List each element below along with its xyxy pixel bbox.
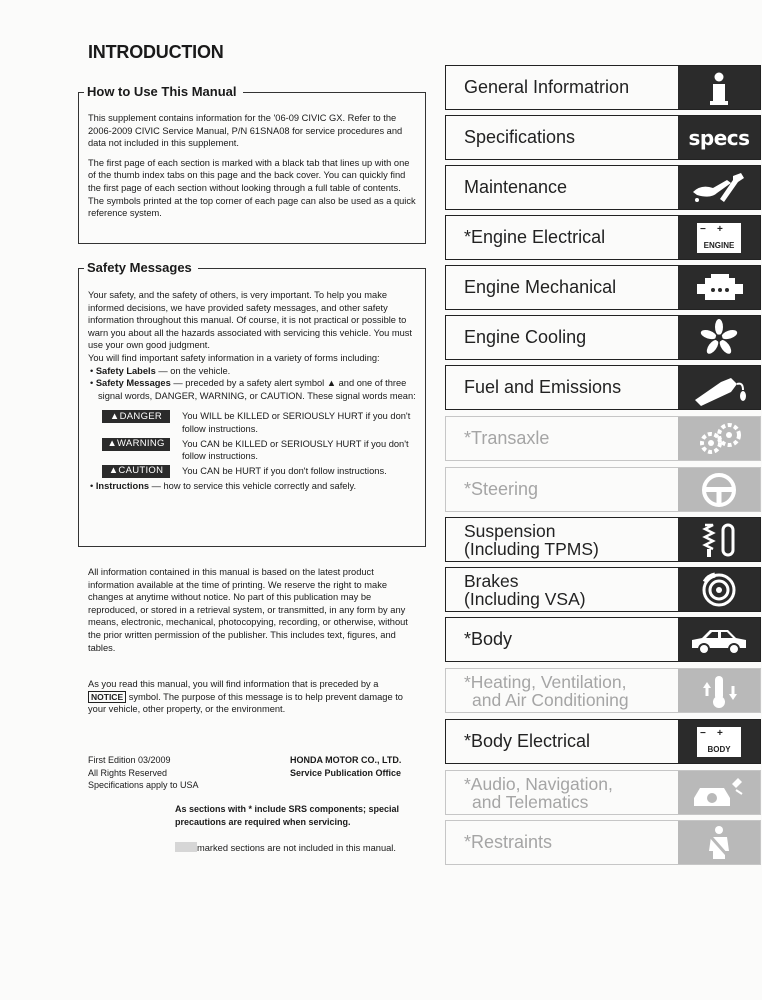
specs-icon xyxy=(678,116,760,159)
steering-wheel-icon xyxy=(678,468,760,511)
thermometer-icon xyxy=(678,669,760,712)
audio-nav-icon xyxy=(678,771,760,814)
battery-body-box: − + BODY xyxy=(697,727,741,757)
bullet-safety-messages-bold: Safety Messages xyxy=(95,378,171,389)
tab-label: *Restraints xyxy=(464,832,553,852)
fan-icon xyxy=(678,316,760,359)
safety-messages-heading: Safety Messages xyxy=(84,260,198,275)
gears-icon xyxy=(678,417,760,460)
bullet-safety-messages: • Safety Messages — preceded by a safety alert symbol ▲ and one of three signal words, DANGER, WARNING, or CAUTION. These signal words mean: xyxy=(90,378,416,401)
engine-block-icon xyxy=(678,266,760,309)
tab-label: *Body Electrical xyxy=(464,731,591,751)
signal-caution xyxy=(102,465,416,478)
tab-label: *Body xyxy=(464,629,513,649)
notice-text-post: symbol. The purpose of this message is to help prevent damage to your vehicle, other property, or the environment. xyxy=(88,691,403,715)
battery-engine-box: − + ENGINE xyxy=(697,223,741,253)
tab-label: Maintenance xyxy=(464,177,568,197)
company-name: HONDA MOTOR CO., LTD. xyxy=(290,755,402,765)
bullet-safety-labels-text: — on the vehicle. xyxy=(155,365,231,376)
tab-specifications[interactable] xyxy=(445,115,761,160)
tab-maintenance[interactable] xyxy=(445,165,761,210)
page-title: INTRODUCTION xyxy=(88,42,224,62)
grey-swatch xyxy=(175,842,197,852)
tab-label xyxy=(464,669,629,712)
brake-disc-icon xyxy=(678,568,760,611)
tab-audio-navigation[interactable] xyxy=(445,770,761,815)
rights-line: All Rights Reserved xyxy=(88,767,168,778)
seatbelt-icon xyxy=(678,821,760,864)
tab-label-line1: *Audio, Navigation, xyxy=(464,773,613,794)
tab-engine-cooling[interactable] xyxy=(445,315,761,360)
tab-fuel-emissions[interactable] xyxy=(445,365,761,410)
signal-warning xyxy=(102,438,416,463)
info-icon xyxy=(678,66,760,109)
edition-info xyxy=(88,754,248,792)
tab-label-line2: (Including TPMS) xyxy=(464,538,599,559)
how-to-use-heading: How to Use This Manual xyxy=(84,84,243,99)
tab-label-line2: (Including VSA) xyxy=(464,588,586,609)
bullet-safety-messages-text: — preceded by a safety alert symbol ▲ and one of three signal words, DANGER, WARNING, or CAUTION. These signal words mean: xyxy=(98,378,416,401)
tab-body[interactable] xyxy=(445,617,761,662)
tab-steering[interactable] xyxy=(445,467,761,512)
tab-label-line1: *Heating, Ventilation, xyxy=(464,671,627,692)
tab-label: *Steering xyxy=(464,479,539,499)
tab-label: *Engine Electrical xyxy=(464,227,606,247)
how-to-use-paragraph-1: This supplement contains information for the '06-09 CIVIC GX. Refer to the 2006-2009 CIVIC Service Manual, P/N 61SNA08 for service procedures and data not included in this supplement. xyxy=(88,113,403,149)
bullet-instructions-text: — how to service this vehicle correctly and safely. xyxy=(149,480,357,491)
safety-paragraph-2: You will find important safety information in a variety of forms including: xyxy=(88,352,380,363)
tab-restraints[interactable] xyxy=(445,820,761,865)
battery-engine-icon xyxy=(678,216,760,259)
bullet-safety-labels-bold: Safety Labels xyxy=(95,365,156,376)
wrench-oil-icon xyxy=(678,166,760,209)
legal-paragraph: All information contained in this manual is based on the latest product information available at the time of printing. We reserve the right to make changes at anytime without notice. No part of this publication may be reproduced, or stored in a retrieval system, or transmitted, in any form by any means, electronic, mechanical, photocopying, recording, or otherwise, without the prior written permission of the publisher. This includes text, figures, and tables. xyxy=(88,567,408,653)
caution-badge: ▲CAUTION xyxy=(102,465,170,478)
notice-paragraph xyxy=(88,678,410,716)
tab-label-line2: and Telematics xyxy=(472,791,589,812)
tab-transaxle[interactable] xyxy=(445,416,761,461)
battery-body-label: BODY xyxy=(707,744,731,754)
publisher-info xyxy=(290,754,430,779)
danger-text: You WILL be KILLED or SERIOUSLY HURT if you don't follow instructions. xyxy=(182,411,411,434)
tab-body-electrical[interactable] xyxy=(445,719,761,764)
safety-paragraph-1: Your safety, and the safety of others, is very important. To help you make informed decisions, we have provided safety messages, and other safety information throughout this manual. Of course, it is not practical or possible to warn you about all the hazards associated with servicing this vehicle. You must use your own good judgment. xyxy=(88,290,413,351)
danger-badge: ▲DANGER xyxy=(102,410,170,423)
tab-engine-mechanical[interactable] xyxy=(445,265,761,310)
notice-text-pre: As you read this manual, you will find information that is preceded by a xyxy=(88,679,379,689)
specs-line: Specifications apply to USA xyxy=(88,780,199,791)
tab-hvac[interactable] xyxy=(445,668,761,713)
caution-text: You CAN be HURT if you don't follow instructions. xyxy=(182,465,387,476)
tab-label xyxy=(464,568,586,611)
tab-label xyxy=(464,771,613,814)
fuel-nozzle-icon xyxy=(678,366,760,409)
how-to-use-body xyxy=(88,112,416,227)
how-to-use-paragraph-2: The first page of each section is marked with a black tab that lines up with one of the thumb index tabs on this page and the back cover. You can quickly find the first page of each section without looking through a full table of contents. The symbols printed at the top corner of each page can also be used as a quick reference system. xyxy=(88,157,416,219)
notice-badge: NOTICE xyxy=(88,691,126,703)
warning-badge: ▲WARNING xyxy=(102,438,170,451)
bullet-instructions-bold: Instructions xyxy=(95,480,150,491)
shock-tire-icon xyxy=(678,518,760,561)
bullet-instructions: • Instructions — how to service this vehicle correctly and safely. xyxy=(90,480,357,491)
tab-engine-electrical[interactable] xyxy=(445,215,761,260)
tab-label xyxy=(464,518,599,561)
battery-engine-label: ENGINE xyxy=(703,240,735,250)
grey-note xyxy=(175,842,405,855)
tab-label: Fuel and Emissions xyxy=(464,377,622,397)
tab-label: Engine Cooling xyxy=(464,327,587,347)
battery-body-icon xyxy=(678,720,760,763)
car-body-icon xyxy=(678,618,760,661)
tab-brakes[interactable] xyxy=(445,567,761,612)
tab-label: *Transaxle xyxy=(464,428,550,448)
grey-note-text: marked sections are not included in this manual. xyxy=(197,843,396,853)
safety-messages-body xyxy=(88,289,416,492)
tab-label-line1: Suspension xyxy=(464,520,556,541)
signal-danger xyxy=(102,410,416,435)
bullet-safety-labels: • Safety Labels — on the vehicle. xyxy=(90,365,231,376)
tab-label: Specifications xyxy=(464,127,576,147)
srs-note: As sections with * include SRS components; special precautions are required when servicing. xyxy=(175,804,400,827)
office-name: Service Publication Office xyxy=(290,767,402,778)
tab-label: Engine Mechanical xyxy=(464,277,617,297)
specs-icon-text: specs xyxy=(688,125,750,150)
tab-suspension[interactable] xyxy=(445,517,761,562)
edition-line: First Edition 03/2009 xyxy=(88,755,171,765)
tab-label-line2: and Air Conditioning xyxy=(472,689,629,710)
tab-general-information[interactable] xyxy=(445,65,761,110)
signal-words xyxy=(88,410,416,477)
tab-label-line1: Brakes xyxy=(464,570,519,591)
warning-text: You CAN be KILLED or SERIOUSLY HURT if you don't follow instructions. xyxy=(182,438,409,462)
tab-label: General Informatrion xyxy=(464,77,630,97)
